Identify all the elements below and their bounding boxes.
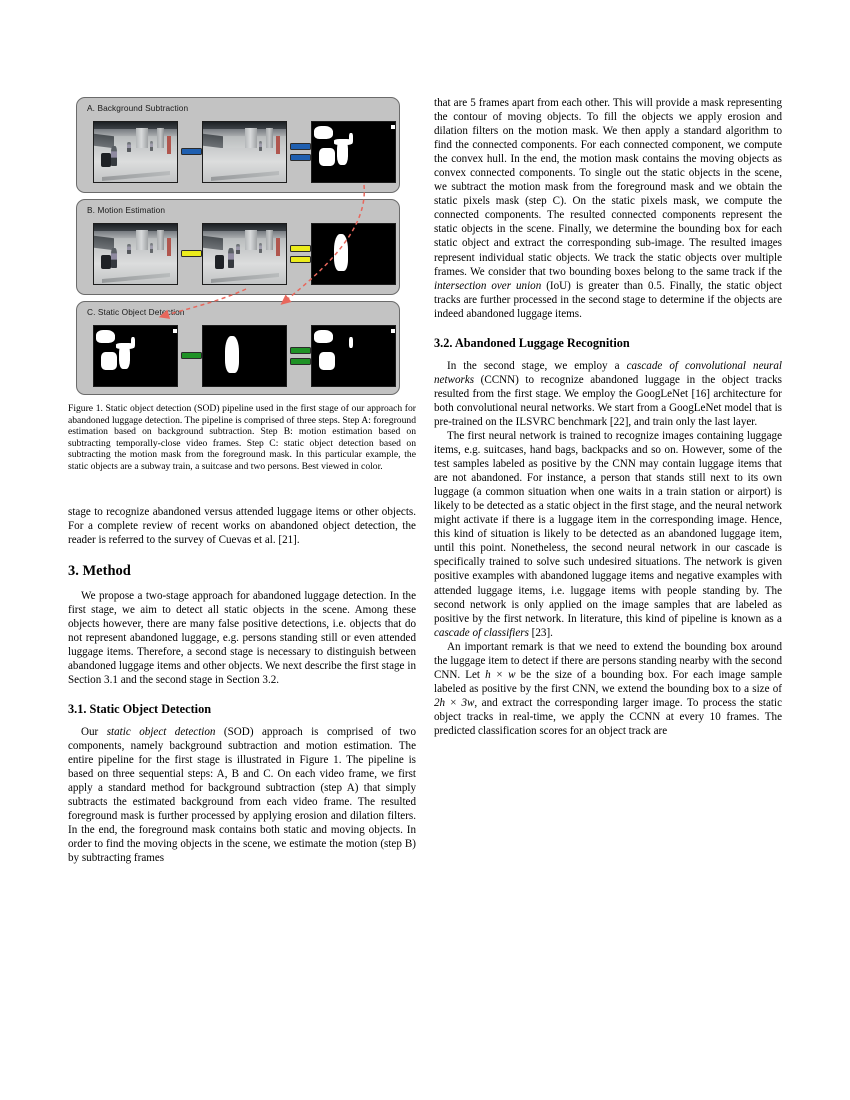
right-cont-b: (IoU) is greater than 0.5. Finally, the static object tracks are further processed in the second stage to determine if the objects are indeed abandoned luggage items. — [434, 279, 783, 320]
figure-panel-a-title: A. Background Subtraction — [87, 103, 189, 113]
figure-panel-c-title: C. Static Object Detection — [87, 307, 185, 317]
sod-text-b: (SOD) approach is comprised of two components, namely background subtraction and motion estimation. The entire pipeline for the first stage is illustrated in Figure 1. The pipeline is based on three sequential steps: A, B and C. On each video frame, we first apply a standard method for background subtraction (step A) that simply subtracts the estimated background from each video frame. The resulted foreground mask is further processed by applying erosion and dilation filters. In the end, the foreground mask contains both static and moving objects. In order to find the moving objects in the scene, we estimate the motion (step B) by subtracting frames — [68, 726, 416, 865]
heading-section-3-2: 3.2. Abandoned Luggage Recognition — [434, 335, 630, 350]
bounding-box-paragraph — [434, 640, 782, 738]
figure-panel-c — [76, 301, 400, 395]
panel-a-foreground-mask — [311, 121, 396, 183]
panel-c-motion-mask — [202, 325, 287, 387]
right-column — [434, 96, 782, 738]
first-network-paragraph — [434, 429, 782, 640]
panel-a-equals-operator-bottom — [290, 154, 311, 161]
ccnn-italic-term: cascade of convolutional neural networks — [434, 359, 782, 386]
ccnn-text-a: In the second stage, we employ a — [447, 359, 627, 372]
first-net-text: The first neural network is trained to recognize images containing luggage items, e.g. suitcases, hand bags, backpacks and so on. However, some of the test samples labeled as positive by the CNN may contain luggage items that are not abandoned. For instance, a person that stands still next to its own luggage (a common situation when one waits in a train station or airport) is likely to be detected as a static object in the first stage, and the neural network might activate if there is a luggage item in the corresponding image. Hence, this kind of situation is likely to be detected as an abandoned luggage item, until this point. Nonetheless, the second neural network in our cascade is specifically trained to solve such undesired situations. The network is given positive examples with abandoned luggage items and negative examples with attended luggage items, i.e. luggage items with people standing by. The second network is only applied on the image samples that are labeled as positive by the first network. In literature, this kind of pipeline is known as a — [434, 429, 782, 625]
cascade-classifiers-italic: cascade of classifiers — [434, 626, 529, 639]
panel-b-frame-t-minus-5 — [202, 223, 287, 285]
panel-c-static-pixels-mask — [311, 325, 396, 387]
panel-b-minus-operator — [181, 250, 202, 257]
panel-a-frame-current — [93, 121, 178, 183]
figure-panel-b — [76, 199, 400, 295]
sod-italic-term: static object detection — [106, 726, 216, 739]
sod-paragraph — [68, 725, 416, 865]
bbox-text-c: , and extract the corresponding larger image. To process the static object tracks in real-time, we apply the CCNN at every 10 frames. The predicted classification scores for an object track are — [434, 696, 782, 737]
first-net-text-b: [23]. — [528, 626, 553, 639]
right-cont-a: that are 5 frames apart from each other. This will provide a mask representing the contour of moving objects. To fill the objects we apply erosion and dilation filters on the motion mask. We then apply a standard algorithm to find the connected components. For each connected component, we compute the convex hull. In the end, the motion mask contains the moving objects as convex connected components. To single out the static objects in the scene, we subtract the motion mask from the foreground mask and we obtain the static pixels mask (step C). On the static pixels mask, we compute the connected components. The resulted connected components represent the static objects in the scene. Finally, we determine the bounding box for each static object and extract the corresponding sub-image. The resulted images represent individual static objects. We track the static objects over multiple frames. We consider that two bounding boxes belong to the same track if the — [434, 97, 782, 278]
iou-italic-term: intersection over union — [434, 279, 542, 292]
bbox-text-a: An important remark is that we need to extend the bounding box around the luggage item to detect if there are persons standing nearby with the second CNN. Let — [434, 640, 782, 681]
panel-c-equals-operator-top — [290, 347, 311, 354]
bbox-math-2h3w: 2h × 3w — [434, 696, 475, 709]
panel-b-equals-operator-bottom — [290, 256, 311, 263]
heading-section-3-1: 3.1. Static Object Detection — [68, 702, 212, 717]
figure-caption: Figure 1. Static object detection (SOD) pipeline used in the first stage of our approach for abandoned luggage detection. The pipeline is comprised of three steps. Step A: foreground estimation based on background subtraction. Step B: motion estimation based on subtracting temporally-close video frames. Step C: static object detection based on subtracting the motion mask from the foreground mask. In this particular example, the static objects are a subway train, a suitcase and two persons. Best viewed in color. — [68, 403, 416, 472]
figure-1 — [68, 97, 416, 395]
figure-panel-a — [76, 97, 400, 193]
panel-a-minus-operator — [181, 148, 202, 155]
bbox-text-b: be the size of a bounding box. For each image sample labeled as positive by the first CNN, we extend the bounding box to a size of — [434, 668, 783, 695]
panel-c-equals-operator-bottom — [290, 358, 311, 365]
panel-b-frame-t — [93, 223, 178, 285]
method-paragraph: We propose a two-stage approach for abandoned luggage detection. In the first stage, we aim to detect all static objects in the scene. Among these objects however, there are many false positive detections, i.e. objects that do not represent abandoned luggage, e.g. persons standing still or even attended luggage items. Therefore, a second stage is necessary to distinguish between abandoned luggage items and other objects. We next describe the first stage in Section 3.1 and the second stage in Section 3.2. — [68, 589, 416, 686]
panel-c-minus-operator — [181, 352, 202, 359]
left-column — [68, 403, 416, 866]
figure-panel-b-title: B. Motion Estimation — [87, 205, 166, 215]
left-continued-paragraph: stage to recognize abandoned versus attended luggage items or other objects. For a complete review of recent works on abandoned object detection, the reader is referred to the survey of Cuevas et al. [21]. — [68, 505, 416, 546]
panel-b-equals-operator-top — [290, 245, 311, 252]
right-continued-paragraph — [434, 96, 782, 321]
panel-c-foreground-mask — [93, 325, 178, 387]
ccnn-text-b: (CCNN) to recognize abandoned luggage in the object tracks resulted from the first stage. We employ the GoogLeNet [16] architecture for both convolutional neural networks. We start from a GoogLeNet model that is pre-trained on the ILSVRC benchmark [22], and train only the last layer. — [434, 373, 782, 428]
sod-text-a: Our — [81, 726, 107, 739]
bbox-math-hw: h × w — [485, 668, 516, 681]
panel-a-frame-background — [202, 121, 287, 183]
panel-b-motion-mask — [311, 223, 396, 285]
ccnn-paragraph — [434, 359, 782, 429]
heading-section-3: 3. Method — [68, 562, 131, 579]
panel-a-equals-operator-top — [290, 143, 311, 150]
